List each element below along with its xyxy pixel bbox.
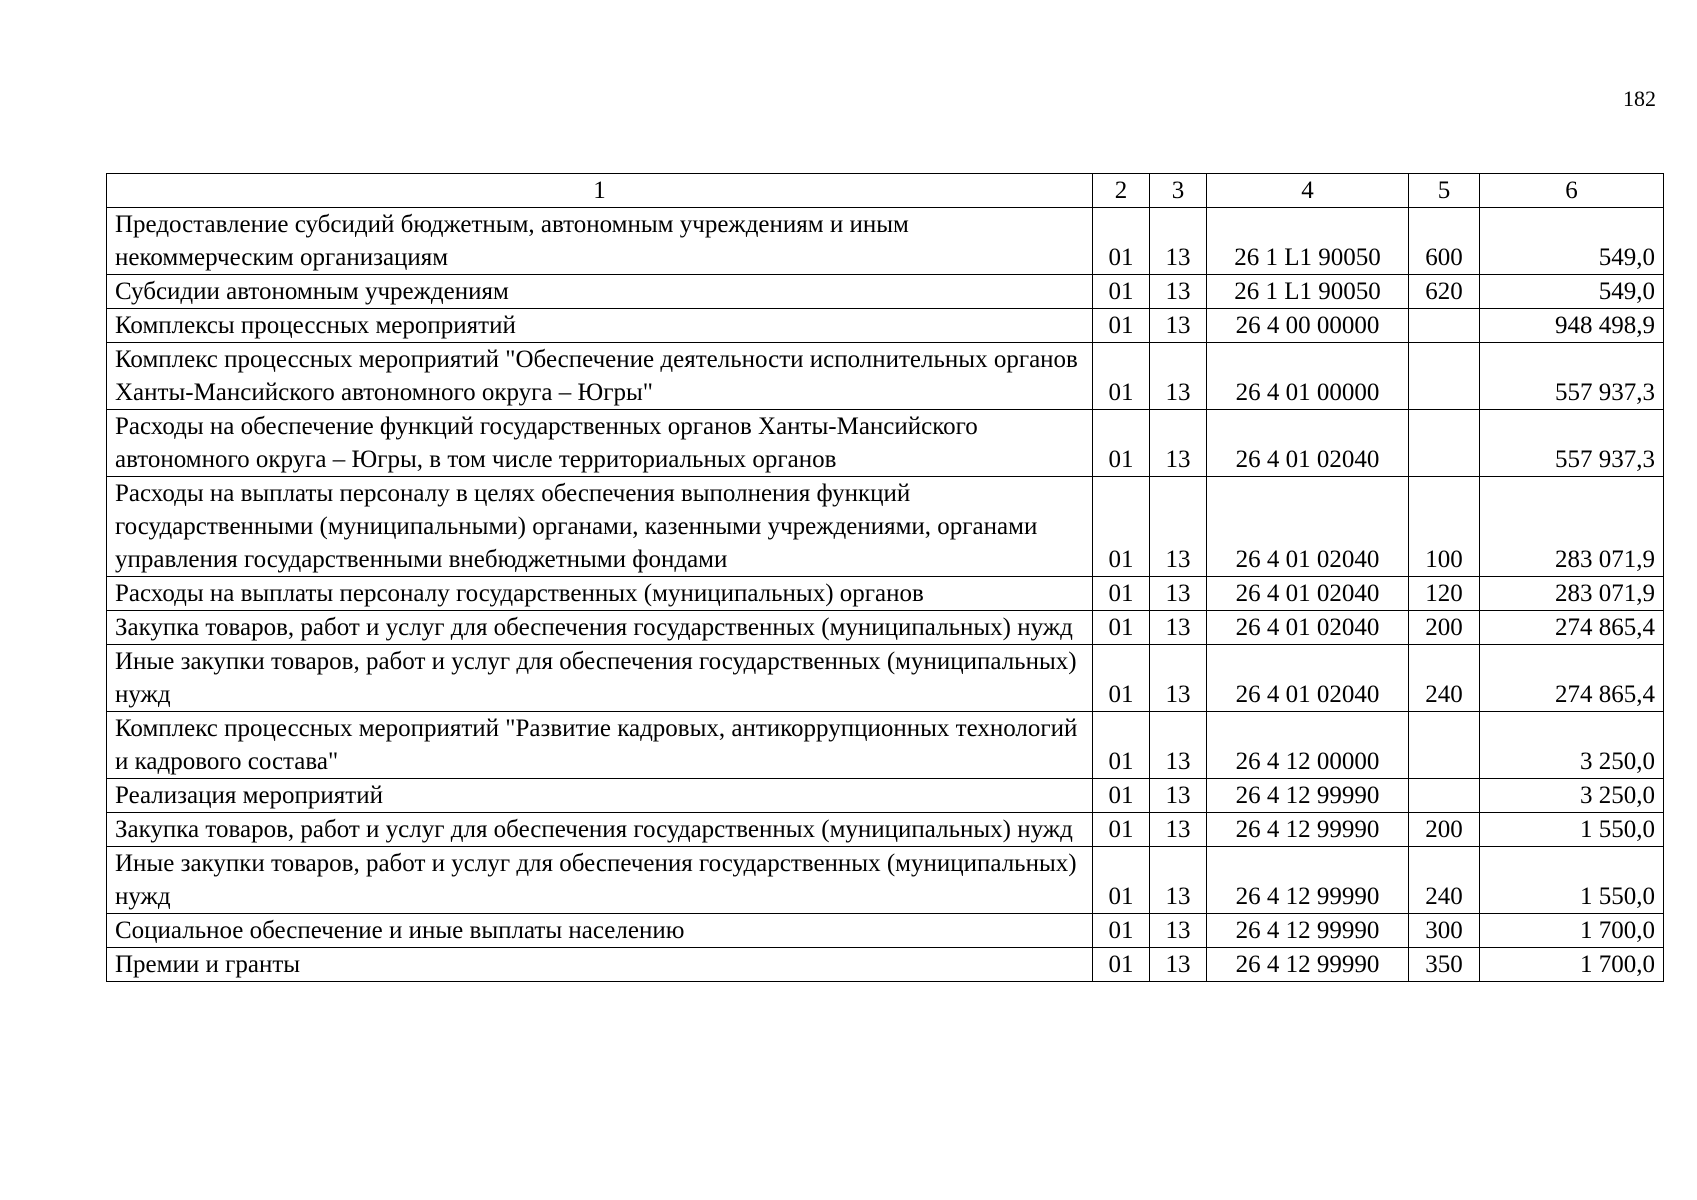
item-name-cell: Иные закупки товаров, работ и услуг для обеспечения государственных (муниципальных) нужд: [107, 645, 1093, 712]
target-article-cell: 26 4 01 02040: [1207, 577, 1409, 611]
section-code-cell: 01: [1093, 577, 1150, 611]
expense-type-cell: [1409, 712, 1480, 779]
section-code-cell: 01: [1093, 847, 1150, 914]
amount-cell: 549,0: [1480, 208, 1664, 275]
subsection-code-cell: 13: [1150, 645, 1207, 712]
target-article-cell: 26 4 12 99990: [1207, 914, 1409, 948]
target-article-cell: 26 1 L1 90050: [1207, 208, 1409, 275]
table-row: [107, 779, 1664, 813]
expense-type-cell: 120: [1409, 577, 1480, 611]
amount-cell: 283 071,9: [1480, 577, 1664, 611]
table-row: [107, 577, 1664, 611]
table-header-row: [107, 174, 1664, 208]
table-row: [107, 914, 1664, 948]
table-row: [107, 477, 1664, 577]
section-code-cell: 01: [1093, 410, 1150, 477]
table-row: [107, 208, 1664, 275]
target-article-cell: 26 4 01 02040: [1207, 645, 1409, 712]
target-article-cell: 26 4 00 00000: [1207, 309, 1409, 343]
amount-cell: 948 498,9: [1480, 309, 1664, 343]
section-code-cell: 01: [1093, 914, 1150, 948]
column-header-6: 6: [1480, 174, 1664, 208]
subsection-code-cell: 13: [1150, 948, 1207, 982]
amount-cell: 557 937,3: [1480, 410, 1664, 477]
table-row: [107, 309, 1664, 343]
subsection-code-cell: 13: [1150, 847, 1207, 914]
table-row: [107, 712, 1664, 779]
section-code-cell: 01: [1093, 611, 1150, 645]
item-name-cell: Расходы на выплаты персоналу государственных (муниципальных) органов: [107, 577, 1093, 611]
item-name-cell: Комплекс процессных мероприятий "Развитие кадровых, антикоррупционных технологий и кадрового состава": [107, 712, 1093, 779]
amount-cell: 3 250,0: [1480, 779, 1664, 813]
amount-cell: 274 865,4: [1480, 645, 1664, 712]
table-row: [107, 611, 1664, 645]
item-name-cell: Предоставление субсидий бюджетным, автономным учреждениям и иным некоммерческим организациям: [107, 208, 1093, 275]
amount-cell: 1 550,0: [1480, 813, 1664, 847]
item-name-cell: Расходы на обеспечение функций государственных органов Ханты-Мансийского автономного округа – Югры, в том числе территориальных органов: [107, 410, 1093, 477]
expense-type-cell: 200: [1409, 611, 1480, 645]
expense-type-cell: 240: [1409, 847, 1480, 914]
item-name-cell: Премии и гранты: [107, 948, 1093, 982]
table-row: [107, 410, 1664, 477]
expense-type-cell: 620: [1409, 275, 1480, 309]
expense-type-cell: [1409, 343, 1480, 410]
item-name-cell: Расходы на выплаты персоналу в целях обеспечения выполнения функций государственными (муниципальными) органами, казенными учреждениями, органами управления государственными внебюджетными фондами: [107, 477, 1093, 577]
page-number: 182: [1623, 86, 1656, 111]
section-code-cell: 01: [1093, 948, 1150, 982]
table-row: [107, 275, 1664, 309]
expense-type-cell: [1409, 779, 1480, 813]
column-header-5: 5: [1409, 174, 1480, 208]
item-name-cell: Комплексы процессных мероприятий: [107, 309, 1093, 343]
subsection-code-cell: 13: [1150, 611, 1207, 645]
target-article-cell: 26 1 L1 90050: [1207, 275, 1409, 309]
target-article-cell: 26 4 01 00000: [1207, 343, 1409, 410]
expense-type-cell: [1409, 309, 1480, 343]
table-row: [107, 847, 1664, 914]
expense-type-cell: 300: [1409, 914, 1480, 948]
section-code-cell: 01: [1093, 208, 1150, 275]
subsection-code-cell: 13: [1150, 309, 1207, 343]
target-article-cell: 26 4 01 02040: [1207, 410, 1409, 477]
section-code-cell: 01: [1093, 712, 1150, 779]
subsection-code-cell: 13: [1150, 208, 1207, 275]
section-code-cell: 01: [1093, 309, 1150, 343]
column-header-4: 4: [1207, 174, 1409, 208]
subsection-code-cell: 13: [1150, 779, 1207, 813]
expense-type-cell: 350: [1409, 948, 1480, 982]
column-header-2: 2: [1093, 174, 1150, 208]
item-name-cell: Субсидии автономным учреждениям: [107, 275, 1093, 309]
section-code-cell: 01: [1093, 645, 1150, 712]
table-row: [107, 948, 1664, 982]
column-header-1: 1: [107, 174, 1093, 208]
item-name-cell: Реализация мероприятий: [107, 779, 1093, 813]
column-header-3: 3: [1150, 174, 1207, 208]
subsection-code-cell: 13: [1150, 577, 1207, 611]
amount-cell: 3 250,0: [1480, 712, 1664, 779]
table-row: [107, 813, 1664, 847]
subsection-code-cell: 13: [1150, 813, 1207, 847]
target-article-cell: 26 4 12 99990: [1207, 847, 1409, 914]
table-row: [107, 645, 1664, 712]
table-body: [107, 208, 1664, 982]
section-code-cell: 01: [1093, 779, 1150, 813]
item-name-cell: Закупка товаров, работ и услуг для обеспечения государственных (муниципальных) нужд: [107, 611, 1093, 645]
item-name-cell: Закупка товаров, работ и услуг для обеспечения государственных (муниципальных) нужд: [107, 813, 1093, 847]
target-article-cell: 26 4 12 00000: [1207, 712, 1409, 779]
item-name-cell: Комплекс процессных мероприятий "Обеспечение деятельности исполнительных органов Ханты-Мансийского автономного округа – Югры": [107, 343, 1093, 410]
section-code-cell: 01: [1093, 343, 1150, 410]
amount-cell: 1 550,0: [1480, 847, 1664, 914]
item-name-cell: Иные закупки товаров, работ и услуг для обеспечения государственных (муниципальных) нужд: [107, 847, 1093, 914]
subsection-code-cell: 13: [1150, 275, 1207, 309]
expense-type-cell: 100: [1409, 477, 1480, 577]
amount-cell: 283 071,9: [1480, 477, 1664, 577]
budget-table: [106, 173, 1664, 982]
item-name-cell: Социальное обеспечение и иные выплаты населению: [107, 914, 1093, 948]
section-code-cell: 01: [1093, 275, 1150, 309]
target-article-cell: 26 4 01 02040: [1207, 477, 1409, 577]
amount-cell: 274 865,4: [1480, 611, 1664, 645]
amount-cell: 1 700,0: [1480, 948, 1664, 982]
subsection-code-cell: 13: [1150, 914, 1207, 948]
table-row: [107, 343, 1664, 410]
expense-type-cell: 600: [1409, 208, 1480, 275]
target-article-cell: 26 4 01 02040: [1207, 611, 1409, 645]
subsection-code-cell: 13: [1150, 477, 1207, 577]
target-article-cell: 26 4 12 99990: [1207, 813, 1409, 847]
amount-cell: 557 937,3: [1480, 343, 1664, 410]
target-article-cell: 26 4 12 99990: [1207, 948, 1409, 982]
expense-type-cell: 200: [1409, 813, 1480, 847]
section-code-cell: 01: [1093, 813, 1150, 847]
subsection-code-cell: 13: [1150, 343, 1207, 410]
amount-cell: 1 700,0: [1480, 914, 1664, 948]
expense-type-cell: [1409, 410, 1480, 477]
amount-cell: 549,0: [1480, 275, 1664, 309]
expense-type-cell: 240: [1409, 645, 1480, 712]
subsection-code-cell: 13: [1150, 712, 1207, 779]
target-article-cell: 26 4 12 99990: [1207, 779, 1409, 813]
section-code-cell: 01: [1093, 477, 1150, 577]
subsection-code-cell: 13: [1150, 410, 1207, 477]
